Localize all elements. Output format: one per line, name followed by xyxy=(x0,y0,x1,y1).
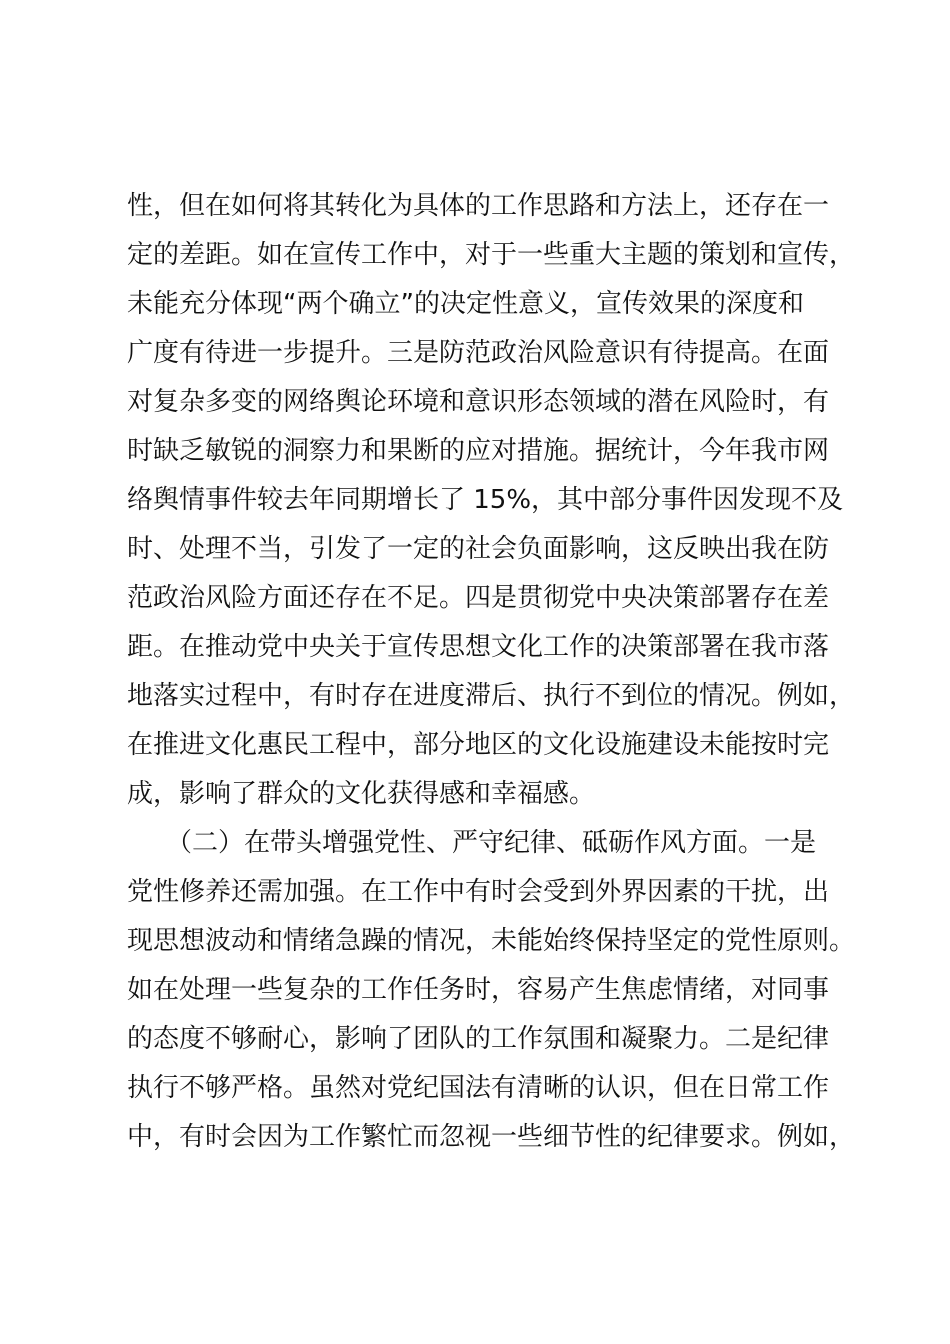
text-line: 的态度不够耐心，影响了团队的工作氛围和凝聚力。二是纪律 xyxy=(127,1024,830,1054)
text-line: 成，影响了群众的文化获得感和幸福感。 xyxy=(127,779,596,809)
text-line: 中，有时会因为工作繁忙而忽视一些细节性的纪律要求。例如， xyxy=(127,1122,856,1152)
text-line: 范政治风险方面还存在不足。四是贯彻党中央决策部署存在差 xyxy=(127,583,830,613)
text-line: 时、处理不当，引发了一定的社会负面影响，这反映出我在防 xyxy=(127,534,830,564)
text-line: 如在处理一些复杂的工作任务时，容易产生焦虑情绪，对同事 xyxy=(127,975,830,1005)
text-line: 未能充分体现“两个确立”的决定性意义，宣传效果的深度和 xyxy=(127,289,804,319)
text-line: 定的差距。如在宣传工作中，对于一些重大主题的策划和宣传， xyxy=(127,240,856,270)
text-line: 性，但在如何将其转化为具体的工作思路和方法上，还存在一 xyxy=(127,191,830,221)
section-heading-line: （二）在带头增强党性、严守纪律、砥砺作风方面。一是 xyxy=(127,828,817,858)
text-line: 执行不够严格。虽然对党纪国法有清晰的认识，但在日常工作 xyxy=(127,1073,830,1103)
text-line: 广度有待进一步提升。三是防范政治风险意识有待提高。在面 xyxy=(127,338,830,368)
text-line: 在推进文化惠民工程中，部分地区的文化设施建设未能按时完 xyxy=(127,730,830,760)
body-text xyxy=(127,182,867,1162)
text-line: 现思想波动和情绪急躁的情况，未能始终保持坚定的党性原则。 xyxy=(127,926,856,956)
text-line: 党性修养还需加强。在工作中有时会受到外界因素的干扰，出 xyxy=(127,877,830,907)
text-line: 距。在推动党中央关于宣传思想文化工作的决策部署在我市落 xyxy=(127,632,830,662)
text-line: 时缺乏敏锐的洞察力和果断的应对措施。据统计，今年我市网 xyxy=(127,436,830,466)
text-line: 络舆情事件较去年同期增长了 15%，其中部分事件因发现不及 xyxy=(127,485,844,515)
text-line: 对复杂多变的网络舆论环境和意识形态领域的潜在风险时，有 xyxy=(127,387,830,417)
text-line: 地落实过程中，有时存在进度滞后、执行不到位的情况。例如， xyxy=(127,681,856,711)
